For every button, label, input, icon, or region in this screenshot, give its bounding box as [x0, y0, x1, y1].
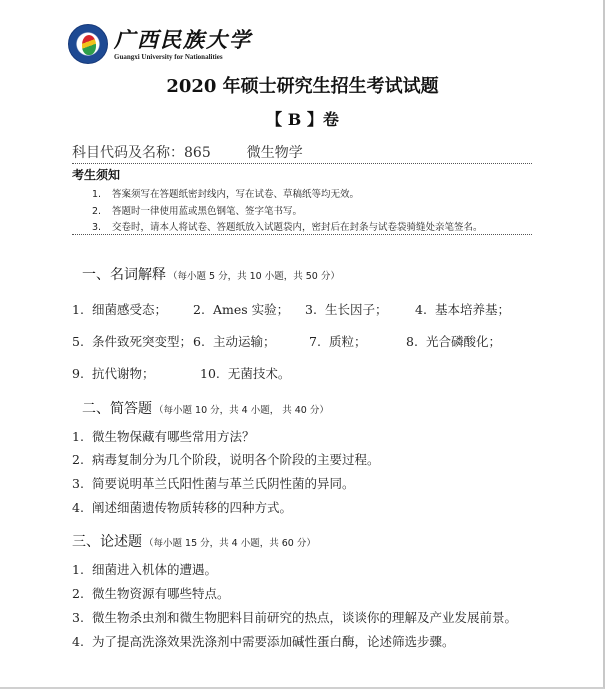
question-item: 1. 微生物保藏有哪些常用方法？ [72, 429, 255, 444]
university-name-en: Guangxi University for Nationalities [114, 52, 223, 61]
notice-top-rule [72, 163, 532, 164]
question-item: 10. 无菌技术。 [200, 366, 291, 381]
university-logo [68, 24, 252, 64]
question-item: 6. 主动运输； [193, 334, 276, 349]
question-item: 1. 细菌感受态； [72, 302, 167, 317]
university-name-cn: 广西民族大学 [114, 26, 252, 52]
question-item: 3. 简要说明革兰氏阳性菌与革兰氏阴性菌的异同。 [72, 476, 355, 491]
section-heading: 一、名词解释 （每小题 5 分，共 10 小题，共 50 分） [82, 267, 340, 283]
question-item: 3. 微生物杀虫剂和微生物肥料目前研究的热点，谈谈你的理解及产业发展前景。 [72, 610, 517, 625]
subject-name: 微生物学 [246, 145, 303, 161]
notice-item: 2. 答题时一律使用蓝或黑色钢笔、签字笔书写。 [92, 206, 303, 217]
question-item: 7. 质粒； [309, 334, 367, 349]
question-item: 5. 条件致死突变型； [72, 334, 192, 349]
subject-code: 科目代码及名称：865 [72, 145, 211, 161]
section-heading: 三、论述题 （每小题 15 分，共 4 小题，共 60 分） [72, 534, 316, 550]
question-item: 9. 抗代谢物； [72, 366, 155, 381]
exam-title: 2020 年硕士研究生招生考试试题 [166, 76, 439, 97]
notice-title: 考生须知 [72, 168, 121, 182]
question-item: 2. 病毒复制分为几个阶段，说明各个阶段的主要过程。 [72, 452, 380, 467]
question-item: 2. Ames 实验； [193, 302, 290, 317]
question-item: 4. 阐述细菌遗传物质转移的四种方式。 [72, 500, 292, 515]
notice-item: 3. 交卷时，请本人将试卷、答题纸放入试题袋内，密封后在封条与试卷袋骑缝处亲笔签名。 [92, 222, 483, 233]
university-seal-icon [68, 24, 108, 64]
subject-line [72, 142, 303, 162]
question-item: 2. 微生物资源有哪些特点。 [72, 586, 230, 601]
notice-bottom-rule [72, 234, 532, 235]
question-item: 4. 为了提高洗涤效果洗涤剂中需要添加碱性蛋白酶，论述筛选步骤。 [72, 634, 455, 649]
notice-item: 1. 答案须写在答题纸密封线内，写在试卷、草稿纸等均无效。 [92, 189, 360, 200]
question-item: 3. 生长因子； [305, 302, 388, 317]
question-item: 1. 细菌进入机体的遭遇。 [72, 562, 217, 577]
section-heading: 二、简答题 （每小题 10 分，共 4 小题， 共 40 分） [82, 401, 329, 417]
question-item: 8. 光合磷酸化； [406, 334, 501, 349]
question-item: 4. 基本培养基； [415, 302, 510, 317]
exam-volume: 【 B 】卷 [266, 110, 339, 129]
